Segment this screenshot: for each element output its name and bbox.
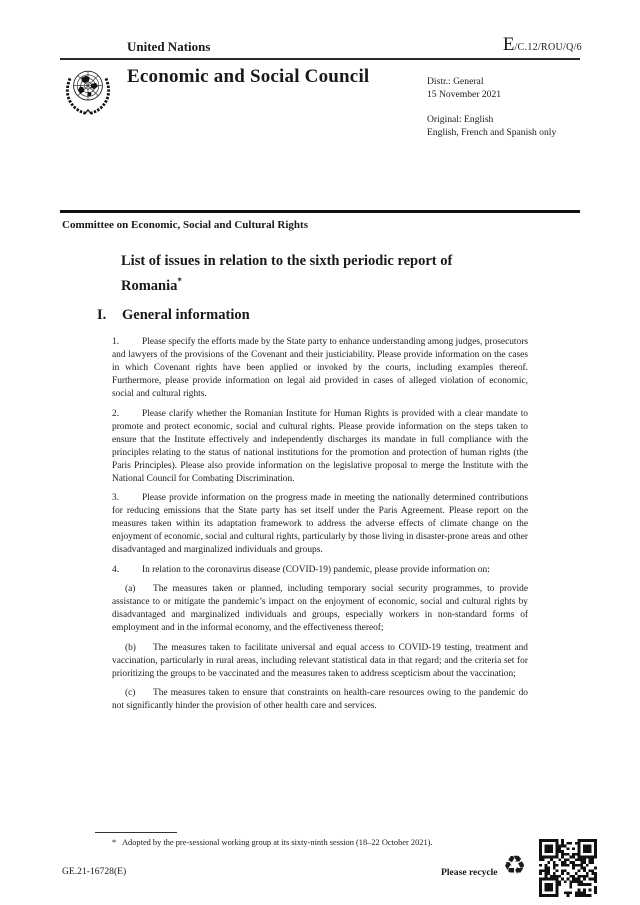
title-footnote-marker: * [177,275,182,286]
document-number: GE.21-16728(E) [62,866,127,877]
section-heading [97,307,250,324]
subparagraph-b-text: The measures taken to facilitate universal and equal access to COVID-19 testing, treatment and vaccination, particularly in rural areas, including relevant statistical data in that regard; and the criteria set for prioritizing the groups to be vaccinated and the measures taken to address scepticism about the vaccination; [112,642,528,679]
paragraph-1 [112,336,528,401]
paragraph-2 [112,408,528,486]
united-nations-label: United Nations [127,39,211,54]
paragraph-1-number: 1. [112,337,120,347]
document-symbol [503,34,582,56]
paragraph-4-number: 4. [112,564,120,575]
footnote-marker: * [112,838,117,847]
distribution-line: Distr.: General [427,76,484,87]
paragraph-2-number: 2. [112,408,120,419]
issue-information-block [427,75,556,139]
document-title-text: List of issues in relation to the sixth periodic report of Romania [121,253,453,294]
recycle-label: Please recycle [441,867,498,878]
paragraph-2-text: Please clarify whether the Romanian Institute for Human Rights is provided with a clear mandate to promote and protect economic, social and cultural rights. Please provide information on the steps taken to ensure that the Institute effectively and independently discharges its mandate in full compliance with the principles relating to the status of national institutions for the promotion and protection of human rights (the Paris Principles). Please also provide information on the legislative proposal to merge the Institute with the National Council for Combating Discrimination. [112,408,528,484]
paragraph-1-text: Please specify the efforts made by the State party to enhance understanding among judges, prosecutors and lawyers of the provisions of the Covenant and their justiciability. Please provide information on the cases in which Covenant rights have been applied or invoked by the courts, including examples thereof. Furthermore, please provide information on legal aid provided in cases of alleged violation of economic, social and cultural rights. [112,337,528,399]
subparagraph-c-text: The measures taken to ensure that constraints on health-care resources owing to the pandemic do not significantly hinder the provision of other health care and services. [112,688,528,711]
document-body [112,336,528,720]
paragraph-3-number: 3. [112,493,120,503]
recycle-icon: ♻ [503,851,527,881]
council-title: Economic and Social Council [127,66,370,87]
original-language-line: Original: English [427,114,494,125]
paragraph-3-text: Please provide information on the progress made in meeting the nationally determined contributions for reducing emissions that the State party has set itself under the Paris Agreement. Please report on the measures taken within its adaptation framework to address the adverse effects of climate change on the enjoyment of economic, social and cultural rights, particularly by those living in disaster-prone areas and other disadvantaged and marginalized individuals and groups. [112,493,528,555]
languages-line: English, French and Spanish only [427,127,557,138]
document-symbol-initial: E [502,34,515,55]
committee-label: Committee on Economic, Social and Cultural Rights [62,219,308,231]
subparagraph-c [112,687,528,713]
subparagraph-a-marker: (a) [125,584,136,594]
paragraph-4 [112,564,528,577]
qr-code-icon [539,839,597,897]
spacer [427,101,556,113]
subparagraph-b [112,642,528,681]
section-numeral: I. [97,307,107,323]
document-symbol-rest: /C.12/ROU/Q/6 [514,42,582,53]
document-title [121,252,493,296]
subparagraph-c-marker: (c) [125,688,136,698]
section-rule [60,210,580,213]
date-line: 15 November 2021 [427,89,502,100]
subparagraph-b-marker: (b) [125,642,136,653]
section-label: General information [122,307,250,323]
subparagraph-a [112,583,528,635]
subparagraph-a-text: The measures taken or planned, including temporary social security programmes, to provide assistance to or mitigate the pandemic’s impact on the enjoyment of economic, social and cultural rights by disadvantaged and marginalized individuals and groups, especially workers in non-standard forms of employment and in the informal economy, and the effectiveness thereof; [112,584,528,633]
footnote-rule [95,832,177,833]
masthead-rule [60,58,580,60]
paragraph-4-text: In relation to the coronavirus disease (COVID-19) pandemic, please provide information on: [142,564,490,575]
footnote [95,837,525,848]
footnote-text: Adopted by the pre-sessional working group at its sixty-ninth session (18–22 October 2021). [122,838,433,847]
un-emblem-icon [61,64,115,116]
paragraph-3 [112,492,528,557]
